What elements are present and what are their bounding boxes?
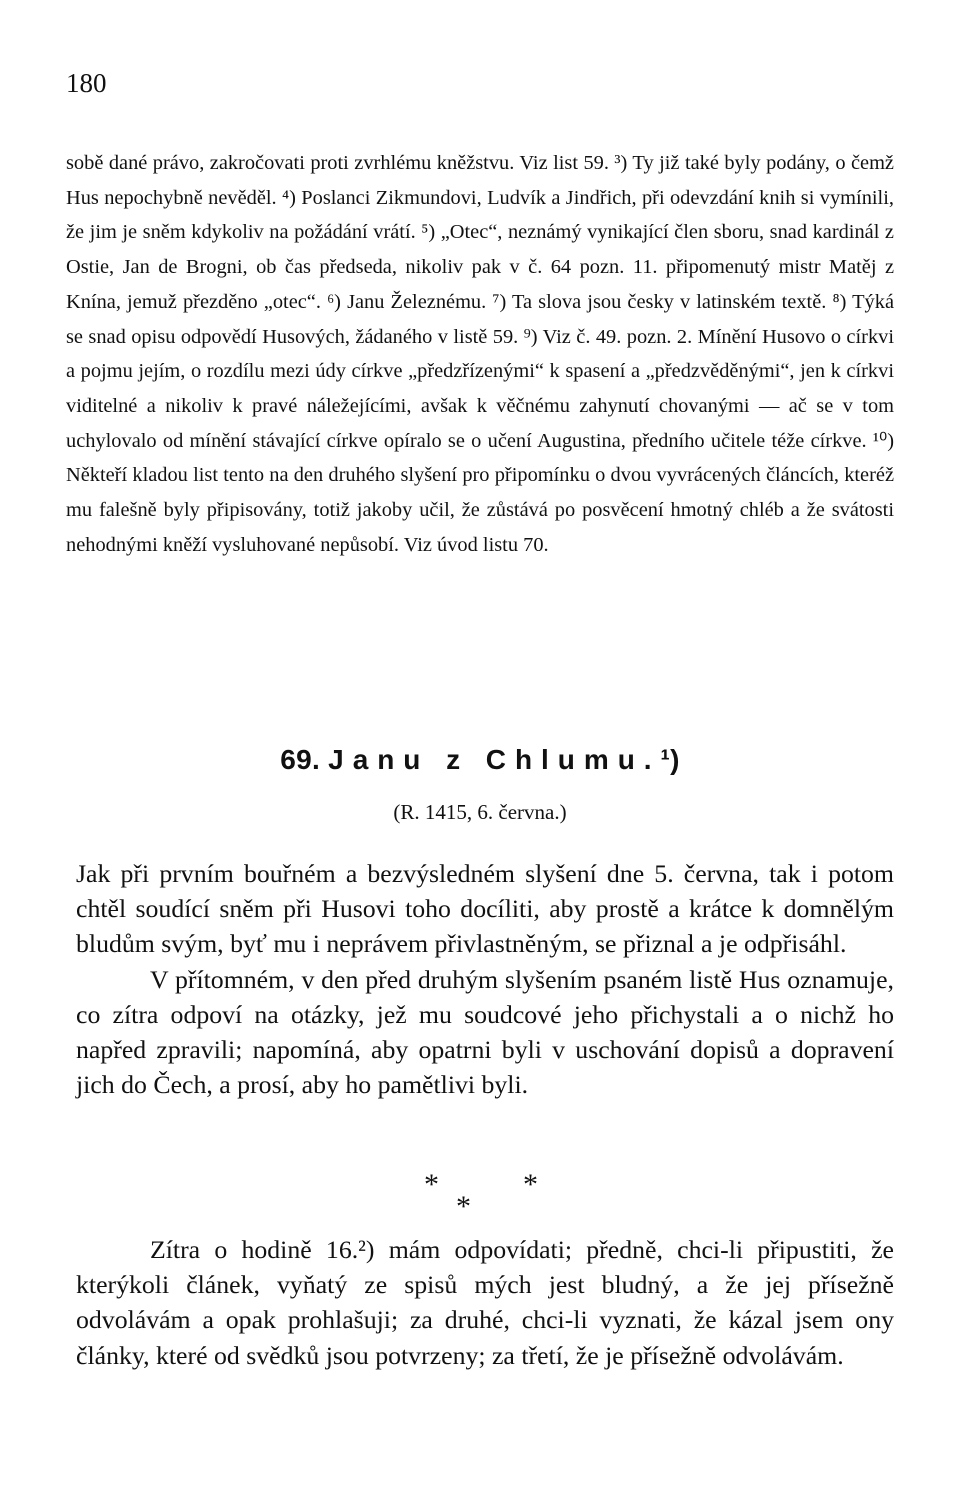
editorial-summary (76, 856, 894, 1102)
section-separator (0, 1164, 960, 1224)
letter-number: 69. (280, 744, 321, 775)
heading-footnote-mark: ¹) (660, 744, 680, 775)
letter-heading (0, 744, 960, 776)
footnotes-block: sobě dané právo, zakročovati proti zvrhlému kněžstvu. Viz list 59. ³) Ty již také byly podány, o čemž Hus nepochybně nevěděl. ⁴) Poslanci Zikmundovi, Ludvík a Jindřich, při odevzdání knih si vymínili, že jim je sněm kdykoliv na požádání vrátí. ⁵) „Otec“, neznámý vynikající člen sboru, snad kardinál z Ostie, Jan de Brogni, ob čas předseda, nikoliv pak v č. 64 pozn. 11. připomenutý mistr Matěj z Knína, jemuž přezděno „otec“. ⁶) Janu Železnému. ⁷) Ta slova jsou česky v latinském textě. ⁸) Týká se snad opisu odpovědí Husových, žádaného v listě 59. ⁹) Viz č. 49. pozn. 2. Mínění Husovo o církvi a pojmu jejím, o rozdílu mezi údy církve „předzřízenými“ k spasení a „předzvěděnými“, jen k církvi viditelné a nikoliv k pravé náležejícími, avšak k věčnému zahynutí chovanými — ač se v tom uchylovalo od mínění stávající církve opíralo se o učení Augustina, předního učitele téže církve. ¹⁰) Někteří kladou list tento na den druhého slyšení pro připomínku o dvou vyvrácených článcích, kteréž mu falešně byly připisovány, totiž jakoby učil, že zůstává po posvěcení hmotný chléb a že svátosti nehodnými kněží vysluhované nepůsobí. Viz úvod listu 70. (66, 152, 894, 556)
page-number: 180 (66, 68, 107, 98)
letter-paragraph: Zítra o hodině 16.²) mám odpovídati; předně, chci-li připustiti, že kterýkoli článek, vyňatý ze spisů mých jest bludný, a že jej přísežně odvolávám a opak prohlašuji; za druhé, chci-li vyznati, že kázal jsem ony články, které od svědků jsou potvrzeny; za třetí, že je přísežně odvolávám. (76, 1235, 894, 1370)
letter-date: (R. 1415, 6. června.) (393, 800, 567, 824)
summary-paragraph-1: Jak při prvním bouřném a bezvýsledném slyšení dne 5. června, tak i potom chtěl soudící sněm při Husovi toho docíliti, aby prostě a krátce k domnělým bludům svým, byť mu i neprávem přivlastněným, se přiznal a je odpřisáhl. (76, 859, 894, 959)
summary-paragraph-2: V přítomném, v den před druhým slyšením psaném listě Hus oznamuje, co zítra odpoví na otázky, jež mu soudcové jeho přichystali a o nichž ho napřed zpravili; napomíná, aby opatrni byli v uschování dopisů a dopravení jich do Čech, a prosí, aby ho pamětlivi byli. (76, 964, 894, 1100)
asterisk-right: * (523, 1168, 538, 1201)
letter-body (76, 1232, 894, 1373)
asterisk-center: * (456, 1190, 471, 1223)
letter-title: Janu z Chlumu. (328, 744, 661, 775)
asterisk-left: * (424, 1168, 439, 1201)
